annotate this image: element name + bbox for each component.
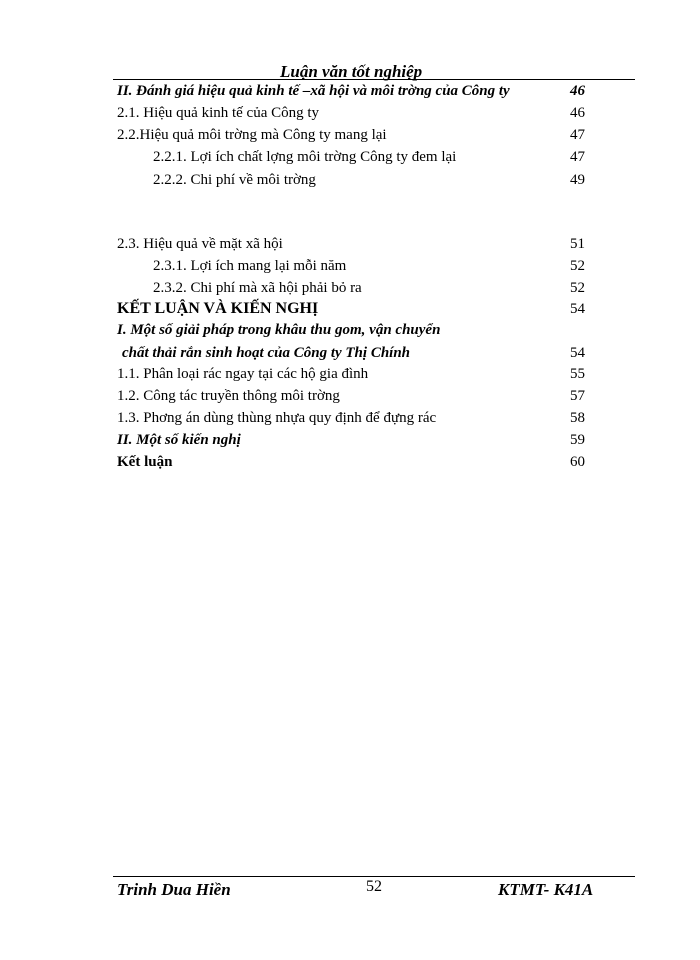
toc-entry-text: 2.3.1. Lợi ích mang lại mỗi năm [153, 258, 347, 274]
footer-author: Trinh Dua Hiền [117, 880, 231, 899]
toc-entry-page: 60 [570, 454, 585, 470]
toc-entry[interactable] [0, 278, 700, 298]
toc-entry-page: 47 [570, 127, 585, 143]
toc-entry[interactable] [0, 320, 700, 340]
toc-entry-page: 58 [570, 410, 585, 426]
footer-rule [113, 876, 635, 877]
toc-entry-page: 59 [570, 432, 585, 448]
footer-class-code: KTMT- K41A [498, 880, 594, 899]
toc-entry[interactable] [0, 256, 700, 276]
toc-entry-text: 2.2.2. Chi phí về môi trờng [153, 172, 316, 188]
toc-entry-page: 46 [570, 83, 585, 99]
toc-entry-text: 1.3. Phơng án dùng thùng nhựa quy định để đựng rác [117, 410, 437, 426]
toc-entry-text: 2.2.1. Lợi ích chất lợng môi trờng Công ty đem lại [153, 149, 457, 165]
toc-entry-page: 55 [570, 366, 585, 382]
toc-entry[interactable] [0, 343, 700, 363]
toc-entry-page: 51 [570, 236, 585, 252]
toc-entry-text: 2.2.Hiệu quả môi trờng mà Công ty mang lại [117, 127, 387, 143]
toc-entry-page: 54 [570, 345, 585, 361]
toc-entry-page: 52 [570, 258, 585, 274]
toc-entry[interactable] [0, 408, 700, 428]
toc-entry[interactable] [0, 147, 700, 167]
footer-page-number: 52 [366, 878, 382, 895]
header-title: Luận văn tốt nghiệp [280, 62, 423, 81]
toc-entry[interactable] [0, 234, 700, 254]
toc-entry-page: 47 [570, 149, 585, 165]
toc-entry-text: KẾT LUẬN VÀ KIẾN NGHỊ [117, 300, 319, 317]
toc-entry[interactable] [0, 364, 700, 384]
toc-entry-text: 2.3. Hiệu quả về mặt xã hội [117, 236, 283, 252]
toc-entry-text: II. Đánh giá hiệu quả kinh tế –xã hội và môi trờng của Công ty [117, 83, 510, 99]
header-rule [113, 79, 635, 80]
toc-entry[interactable] [0, 81, 700, 101]
toc-entry[interactable] [0, 103, 700, 123]
toc-entry-text: 1.1. Phân loại rác ngay tại các hộ gia đình [117, 366, 369, 382]
toc-entry[interactable] [0, 299, 700, 319]
toc-entry-text: 2.1. Hiệu quả kinh tế của Công ty [117, 105, 320, 121]
toc-entry[interactable] [0, 125, 700, 145]
toc-entry-text: 2.3.2. Chi phí mà xã hội phải bỏ ra [153, 280, 362, 296]
toc-entry-page: 57 [570, 388, 585, 404]
toc-entry[interactable] [0, 430, 700, 450]
toc-entry[interactable] [0, 170, 700, 190]
toc-entry-text: 1.2. Công tác truyền thông môi trờng [117, 388, 340, 404]
toc-entry-text: I. Một số giải pháp trong khâu thu gom, vận chuyển [117, 322, 441, 338]
toc-entry-text: Kết luận [117, 454, 173, 470]
toc-entry[interactable] [0, 386, 700, 406]
toc-entry-text: II. Một số kiến nghị [117, 432, 241, 448]
toc-entry-page: 54 [570, 301, 585, 317]
toc-entry-page: 52 [570, 280, 585, 296]
toc-entry-page: 49 [570, 172, 585, 188]
toc-entry[interactable] [0, 452, 700, 472]
toc-entry-text: chất thải rắn sinh hoạt của Công ty Thị Chính [122, 345, 411, 361]
toc-entry-page: 46 [570, 105, 585, 121]
